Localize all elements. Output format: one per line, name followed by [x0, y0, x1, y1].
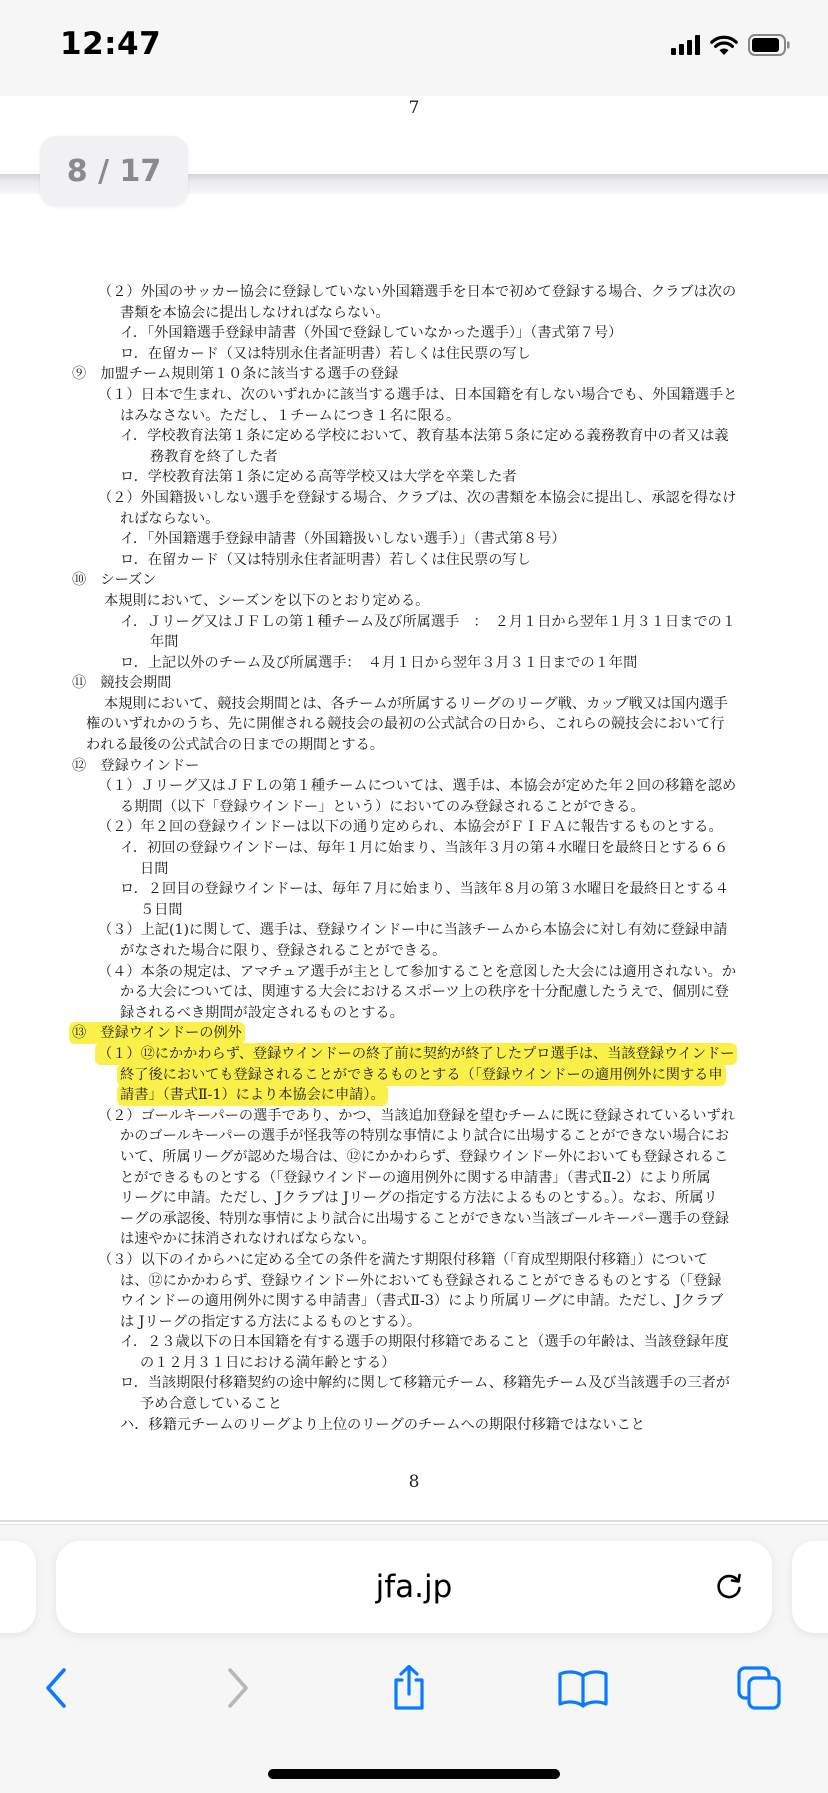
highlighted-text-line	[0, 1023, 828, 1044]
address-bar[interactable]	[56, 1541, 772, 1633]
document-text-line	[0, 303, 828, 324]
line-text: 終了後においても登録されることができるものとする（「登録ウインドーの適用例外に関する申	[120, 1066, 723, 1083]
line-text: イ．初回の登録ウインドーは、毎年１月に始まり、当該年３月の第４水曜日を最終日とする６６	[120, 840, 729, 857]
line-text: 予め合意していること	[140, 1396, 282, 1413]
document-text-line	[0, 941, 828, 962]
document-text-line	[0, 1126, 828, 1147]
status-icons	[671, 34, 790, 56]
line-text: （１）日本で生まれ、次のいずれかに該当する選手は、日本国籍を有しない場合でも、外国籍選手と	[98, 386, 738, 403]
cellular-signal-icon	[671, 35, 700, 55]
document-text-line	[0, 1250, 828, 1271]
line-text: ⑬ 登録ウインドーの例外	[72, 1025, 242, 1042]
pdf-page-content	[0, 282, 828, 1435]
home-indicator	[268, 1769, 560, 1779]
line-text: イ．２３歳以下の日本国籍を有する選手の期限付移籍であること（選手の年齢は、当該登録年度	[120, 1334, 729, 1351]
next-tab-preview[interactable]	[792, 1541, 828, 1633]
line-text: 請書」（書式Ⅱ-1）により本協会に申請）。	[120, 1087, 385, 1104]
document-text-line	[0, 920, 828, 941]
line-text: とができるものとする（「登録ウインドーの適用例外に関する申請書」（書式Ⅱ-2）により所属	[120, 1169, 711, 1186]
document-text-line	[0, 467, 828, 488]
line-text: （２）外国籍扱いしない選手を登録する場合、クラブは、次の書類を本協会に提出し、承認を得なけ	[98, 489, 737, 506]
document-text-line	[0, 714, 828, 735]
document-text-line	[0, 426, 828, 447]
line-text: ロ．在留カード（又は特別永住者証明書）若しくは住民票の写し	[120, 345, 531, 362]
line-text: は、⑫にかかわらず、登録ウインドー外においても登録されることができるものとする（「登録	[120, 1272, 722, 1289]
document-text-line	[0, 406, 828, 427]
line-text: ⑨ 加盟チーム規則第１０条に該当する選手の登録	[72, 366, 399, 383]
document-text-line	[0, 570, 828, 591]
document-text-line	[0, 529, 828, 550]
back-chevron-icon[interactable]	[22, 1653, 92, 1723]
line-text: ロ．在留カード（又は特別永住者証明書）若しくは住民票の写し	[120, 551, 531, 568]
line-text: の１２月３１日における満年齢とする）	[140, 1354, 396, 1371]
line-text: 年間	[150, 634, 179, 651]
status-bar	[0, 0, 828, 96]
line-text: 録されるべき期間が設定されるものとする。	[120, 1004, 404, 1021]
line-text: 本規則において、競技会期間とは、各チームが所属するリーグのリーグ戦、カップ戦又は国内選手	[104, 695, 728, 712]
line-text: （３）上記(1)に関して、選手は、登録ウインドー中に当該チームから本協会に対し有効に登録申請	[98, 922, 728, 939]
document-text-line	[0, 1209, 828, 1230]
document-text-line	[0, 756, 828, 777]
pdf-viewer[interactable]	[0, 96, 828, 1524]
line-text: ハ．移籍元チームのリーグより上位のリーグのチームへの期限付移籍ではないこと	[120, 1416, 645, 1433]
browser-toolbar	[0, 1653, 828, 1723]
document-text-line	[0, 1229, 828, 1250]
line-text: イ．学校教育法第１条に定める学校において、教育基本法第５条に定める義務教育中の者又は義	[120, 428, 729, 445]
line-text: いて、所属リーグが認めた場合は、⑫にかかわらず、登録ウインドー外においても登録されるこ	[120, 1148, 729, 1165]
page-number: 8	[408, 1472, 420, 1492]
line-text: ５日間	[140, 901, 183, 918]
document-text-line	[0, 1394, 828, 1415]
line-text: イ．「外国籍選手登録申請書（外国籍扱いしない選手）」（書式第８号）	[120, 531, 566, 548]
wifi-icon	[710, 35, 738, 56]
forward-chevron-icon[interactable]	[202, 1653, 272, 1723]
line-text: ⑪ 競技会期間	[72, 675, 172, 692]
document-text-line	[0, 591, 828, 612]
document-text-line	[0, 1003, 828, 1024]
document-text-line	[0, 859, 828, 880]
url-text[interactable]: jfa.jp	[375, 1569, 453, 1605]
line-text: われる最後の公式試合の日までの期間とする。	[86, 737, 384, 754]
line-text: （４）本条の規定は、アマチュア選手が主として参加することを意図した大会には適用されない。か	[98, 963, 737, 980]
book-icon[interactable]	[548, 1653, 618, 1723]
document-text-line	[0, 879, 828, 900]
document-text-line	[0, 364, 828, 385]
document-text-line	[0, 509, 828, 530]
line-text: ⑩ シーズン	[72, 572, 157, 589]
browser-bottom-bar	[0, 1524, 828, 1793]
previous-tab-preview[interactable]	[0, 1541, 36, 1633]
line-text: ロ．上記以外のチーム及び所属選手： ４月１日から翌年３月３１日までの１年間	[120, 654, 638, 671]
line-text: は速やかに抹消されなければならない。	[120, 1231, 376, 1248]
document-text-line	[0, 488, 828, 509]
highlighted-text-line	[0, 1044, 828, 1065]
document-text-line	[0, 1415, 828, 1436]
line-text: 本規則において、シーズンを以下のとおり定める。	[104, 592, 430, 609]
battery-icon	[748, 34, 790, 56]
document-text-line	[0, 447, 828, 468]
line-text: （３）以下のイからハに定める全ての条件を満たす期限付移籍（「育成型期限付移籍」）について	[98, 1251, 708, 1268]
line-text: （１）⑫にかかわらず、登録ウインドーの終了前に契約が終了したプロ選手は、当該登録ウインドー	[98, 1045, 735, 1062]
document-text-line	[0, 653, 828, 674]
document-text-line	[0, 282, 828, 303]
document-text-line	[0, 1106, 828, 1127]
status-time: 12:47	[60, 26, 162, 62]
document-text-line	[0, 1147, 828, 1168]
document-text-line	[0, 900, 828, 921]
document-text-line	[0, 323, 828, 344]
document-text-line	[0, 385, 828, 406]
line-text: イ．「外国籍選手登録申請書（外国で登録していなかった選手）」（書式第７号）	[120, 325, 623, 342]
line-text: ウインドーの適用例外に関する申請書」（書式Ⅱ-3）により所属リーグに申請。ただし、Jクラブ	[120, 1293, 724, 1310]
document-text-line	[0, 1291, 828, 1312]
document-text-line	[0, 776, 828, 797]
line-text: ればならない。	[120, 510, 220, 527]
line-text: 日間	[140, 860, 169, 877]
document-text-line	[0, 1312, 828, 1333]
document-text-line	[0, 1168, 828, 1189]
line-text: ロ．２回目の登録ウインドーは、毎年７月に始まり、当該年８月の第３水曜日を最終日とする４	[120, 881, 730, 898]
document-text-line	[0, 612, 828, 633]
document-text-line	[0, 694, 828, 715]
line-text: 務教育を終了した者	[150, 448, 278, 465]
line-text: （１）Ｊリーグ又はＪＦＬの第１種チームについては、選手は、本協会が定めた年２回の移籍を認め	[98, 778, 737, 795]
line-text: は Jリーグの指定する方法によるものとする）。	[120, 1313, 422, 1330]
reload-icon[interactable]	[712, 1569, 746, 1607]
line-text: ロ．当該期限付移籍契約の途中解約に関して移籍元チーム、移籍先チーム及び当該選手の三者が	[120, 1375, 730, 1392]
page-indicator: 8 / 17	[40, 136, 188, 206]
line-text: リーグに申請。ただし、Jクラブは Jリーグの指定する方法によるものとする。）。なお、所属リ	[120, 1190, 718, 1207]
line-text: 書類を本協会に提出しなければならない。	[120, 304, 390, 321]
line-text: る期間（以下「登録ウインドー」という）においてのみ登録されることができる。	[120, 798, 645, 815]
document-text-line	[0, 550, 828, 571]
document-text-line	[0, 673, 828, 694]
document-text-line	[0, 817, 828, 838]
document-text-line	[0, 982, 828, 1003]
document-text-line	[0, 1188, 828, 1209]
line-text: イ．Ｊリーグ又はＪＦＬの第１種チーム及び所属選手 ： ２月１日から翌年１月３１日までの１	[120, 613, 736, 630]
line-text: ーグの承認後、特別な事情により試合に出場することができない当該ゴールキーパー選手の登録	[120, 1210, 730, 1227]
share-icon[interactable]	[374, 1653, 444, 1723]
document-text-line	[0, 344, 828, 365]
document-text-line	[0, 1353, 828, 1374]
page-edge	[0, 1520, 828, 1522]
highlighted-text-line	[0, 1065, 828, 1086]
document-text-line	[0, 735, 828, 756]
line-text: がなされた場合に限り、登録されることができる。	[120, 943, 447, 959]
line-text: （２）年２回の登録ウインドーは以下の通り定められ、本協会がＦＩＦＡに報告するものとする。	[98, 819, 723, 836]
previous-page-number: 7	[408, 98, 420, 118]
line-text: はみなさない。ただし、１チームにつき１名に限る。	[120, 407, 461, 424]
line-text: （２）ゴールキーパーの選手であり、かつ、当該追加登録を望むチームに既に登録されているいずれ	[98, 1107, 735, 1124]
document-text-line	[0, 797, 828, 818]
highlighted-text-line	[0, 1085, 828, 1106]
document-text-line	[0, 838, 828, 859]
line-text: ロ．学校教育法第１条に定める高等学校又は大学を卒業した者	[120, 469, 517, 486]
document-text-line	[0, 1332, 828, 1353]
line-text: 権のいずれかのうち、先に開催される競技会の最初の公式試合の日から、これらの競技会において行	[86, 716, 725, 733]
line-text: ⑫ 登録ウインドー	[72, 757, 200, 774]
document-text-line	[0, 632, 828, 653]
line-text: かる大会については、関連する大会におけるスポーツ上の秩序を十分配慮したうえで、個別に登	[120, 984, 729, 1001]
document-text-line	[0, 962, 828, 983]
document-text-line	[0, 1271, 828, 1292]
line-text: かのゴールキーパーの選手が怪我等の特別な事情により試合に出場することができない場合にお	[120, 1128, 730, 1145]
line-text: （２）外国のサッカー協会に登録していない外国籍選手を日本で初めて登録する場合、クラブは次の	[98, 284, 737, 300]
tabs-icon[interactable]	[724, 1653, 794, 1723]
document-text-line	[0, 1373, 828, 1394]
